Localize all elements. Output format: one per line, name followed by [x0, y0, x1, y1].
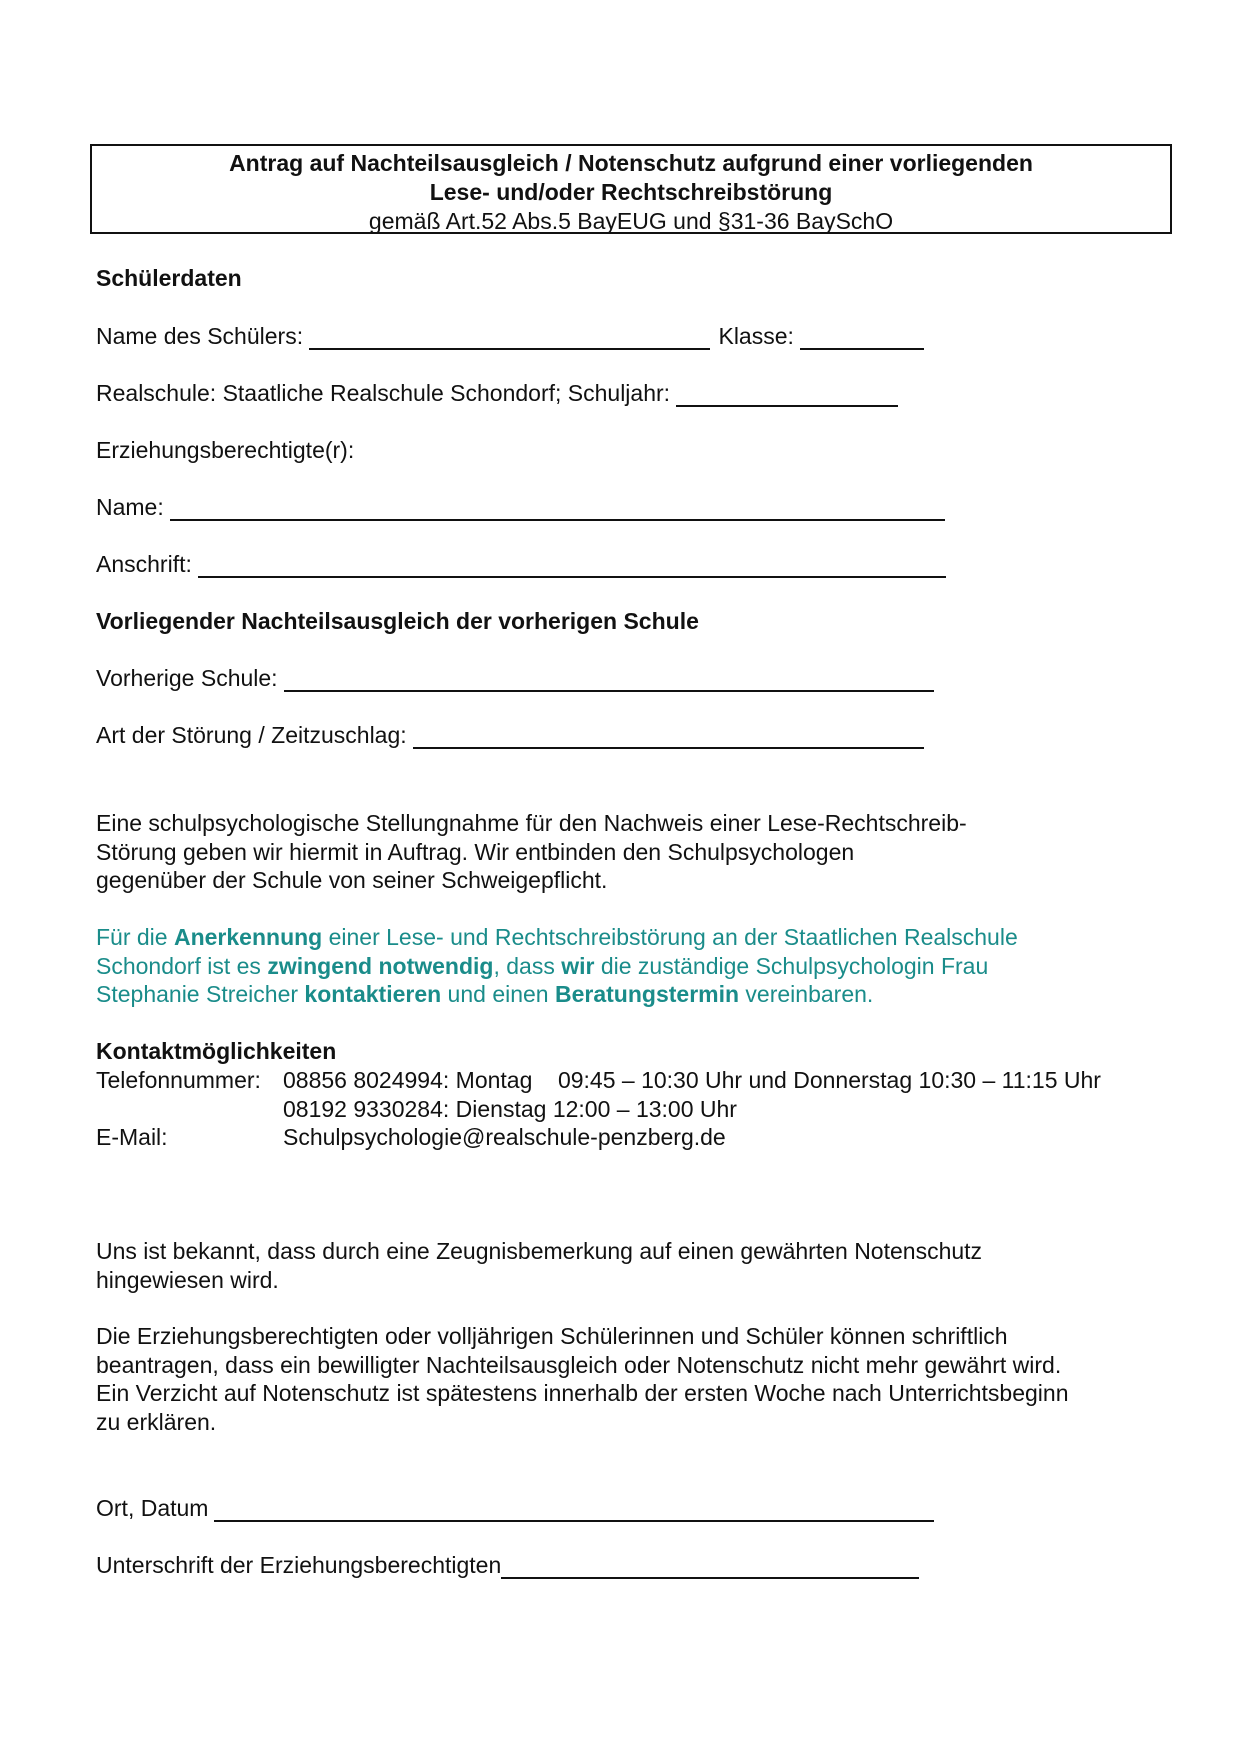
class-label: Klasse: — [718, 323, 801, 349]
signature-field[interactable] — [501, 1557, 919, 1579]
statement-paragraph — [96, 809, 967, 895]
info-line: hingewiesen wird. — [96, 1266, 279, 1293]
statement-line: Störung geben wir hiermit in Auftrag. Wir entbinden den Schulpsychologen — [96, 838, 855, 865]
class-field[interactable] — [800, 328, 924, 350]
previous-school-field[interactable] — [284, 670, 934, 692]
student-name-row — [96, 322, 924, 350]
notice-line: Für die Anerkennung einer Lese- und Rechtschreibstörung an der Staatlichen Realschule — [96, 924, 1018, 950]
grade-protection-notice — [96, 1237, 982, 1294]
email-address[interactable]: Schulpsychologie@realschule-penzberg.de — [283, 1124, 726, 1150]
legal-basis: gemäß Art.52 Abs.5 BayEUG und §31-36 BaySchO — [368, 208, 894, 234]
place-date-field[interactable] — [214, 1500, 934, 1522]
previous-school-heading: Vorliegender Nachteilsausgleich der vorherigen Schule — [96, 608, 699, 634]
disorder-label: Art der Störung / Zeitzuschlag: — [96, 722, 414, 748]
disorder-row — [96, 721, 924, 749]
phone-line-2: 08192 9330284: Dienstag 12:00 – 13:00 Uhr — [283, 1095, 737, 1122]
disorder-field[interactable] — [413, 727, 924, 749]
previous-school-row — [96, 664, 934, 692]
form-title-line2: Lese- und/oder Rechtschreibstörung — [429, 179, 833, 205]
contact-heading: Kontaktmöglichkeiten — [96, 1038, 337, 1064]
info-line: zu erklären. — [96, 1408, 217, 1435]
waiver-notice — [96, 1322, 1069, 1436]
notice-line: Schondorf ist es zwingend notwendig, dass wir die zuständige Schulpsychologin Frau — [96, 952, 989, 979]
student-name-label: Name des Schülers: — [96, 323, 310, 349]
school-label: Realschule: Staatliche Realschule Schondorf; Schuljahr: — [96, 380, 677, 406]
address-field[interactable] — [198, 556, 946, 578]
place-date-label: Ort, Datum — [96, 1495, 209, 1521]
title-box — [90, 144, 1172, 234]
school-year-field[interactable] — [676, 385, 898, 407]
notice-paragraph — [96, 923, 1018, 1009]
statement-line: Eine schulpsychologische Stellungnahme für den Nachweis einer Lese-Rechtschreib- — [96, 810, 967, 836]
student-name-field[interactable] — [309, 328, 710, 350]
phone-line-1: 08856 8024994: Montag 09:45 – 10:30 Uhr und Donnerstag 10:30 – 11:15 Uhr — [283, 1067, 1101, 1093]
school-row — [96, 379, 898, 407]
info-line: Ein Verzicht auf Notenschutz ist spätestens innerhalb der ersten Woche nach Unterrichtsbeginn — [96, 1380, 1069, 1406]
address-row — [96, 550, 946, 578]
notice-line: Stephanie Streicher kontaktieren und einen Beratungstermin vereinbaren. — [96, 981, 874, 1007]
form-title-line1: Antrag auf Nachteilsausgleich / Notenschutz aufgrund einer vorliegenden — [229, 150, 1033, 176]
phone-label: Telefonnummer: — [96, 1067, 261, 1093]
guardian-name-label: Name: — [96, 494, 171, 520]
place-date-row — [96, 1494, 934, 1522]
info-line: Uns ist bekannt, dass durch eine Zeugnisbemerkung auf einen gewährten Notenschutz — [96, 1238, 983, 1264]
email-label: E-Mail: — [96, 1124, 168, 1150]
signature-label: Unterschrift der Erziehungsberechtigten — [96, 1552, 502, 1578]
contact-block — [96, 1066, 1196, 1156]
guardians-label: Erziehungsberechtigte(r): — [96, 437, 355, 463]
guardian-name-row — [96, 493, 945, 521]
guardians-row — [96, 436, 354, 464]
guardian-name-field[interactable] — [170, 499, 945, 521]
previous-school-label: Vorherige Schule: — [96, 665, 284, 691]
address-label: Anschrift: — [96, 551, 199, 577]
info-line: beantragen, dass ein bewilligter Nachteilsausgleich oder Notenschutz nicht mehr gewährt wird. — [96, 1351, 1062, 1378]
signature-row — [96, 1551, 919, 1579]
statement-line: gegenüber der Schule von seiner Schweigepflicht. — [96, 867, 608, 893]
info-line: Die Erziehungsberechtigten oder volljährigen Schülerinnen und Schüler können schriftlich — [96, 1323, 1008, 1349]
student-data-heading: Schülerdaten — [96, 265, 242, 291]
